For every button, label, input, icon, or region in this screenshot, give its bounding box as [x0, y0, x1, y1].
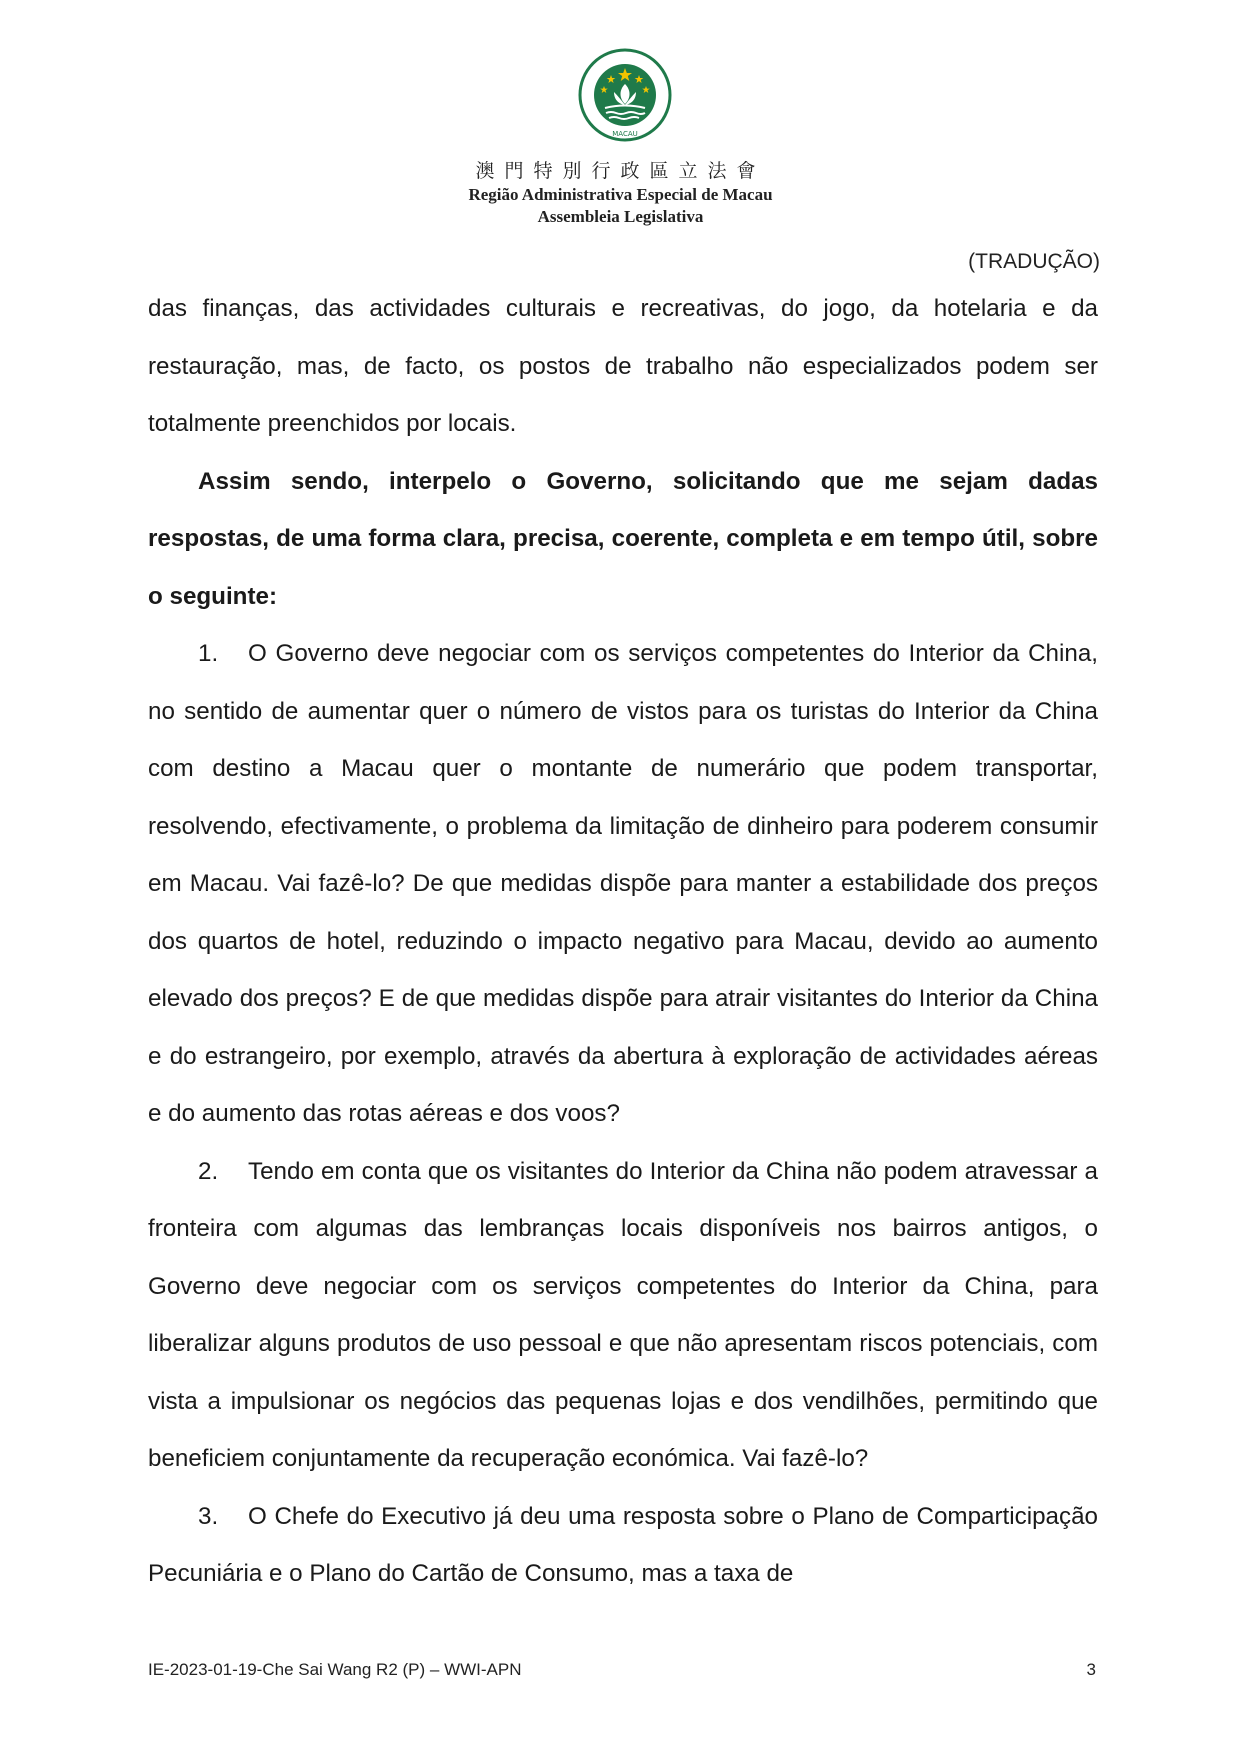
region-title-portuguese: Região Administrativa Especial de Macau [468, 185, 773, 204]
macau-emblem-icon [578, 48, 672, 142]
footer-document-reference: IE-2023-01-19-Che Sai Wang R2 (P) – WWI-APN [148, 1660, 522, 1679]
question-item-1 [148, 625, 1098, 1143]
document-body [148, 280, 1098, 1603]
question-item-2 [148, 1143, 1098, 1488]
question-text-3: O Chefe do Executivo já deu uma resposta sobre o Plano de Comparticipação Pecuniária e o Plano do Cartão de Consumo, mas a taxa de [148, 1502, 1098, 1587]
question-number-1: 1. [198, 640, 219, 667]
paragraph-continuation: das finanças, das actividades culturais e recreativas, do jogo, da hotelaria e da restauração, mas, de facto, os postos de trabalho não especializados podem ser totalmente preenchidos por locais. [148, 295, 1098, 437]
question-text-1: O Governo deve negociar com os serviços competentes do Interior da China, no sentido de aumentar quer o número de vistos para os turistas do Interior da China com destino a Macau quer o montante de numerário que podem transportar, resolvendo, efectivamente, o problema da limitação de dinheiro para poderem consumir em Macau. Vai fazê-lo? De que medidas dispõe para manter a estabilidade dos preços dos quartos de hotel, reduzindo o impacto negativo para Macau, devido ao aumento elevado dos preços? E de que medidas dispõe para atrair visitantes do Interior da China e do estrangeiro, por exemplo, através da abertura à exploração de actividades aéreas e do aumento das rotas aéreas e dos voos? [148, 640, 1098, 1127]
translation-tag: (TRADUÇÃO) [968, 250, 1100, 273]
footer-page-number: 3 [1086, 1660, 1096, 1679]
question-number-2: 2. [198, 1157, 219, 1185]
question-number-3: 3. [198, 1502, 219, 1530]
paragraph-interpellation: Assim sendo, interpelo o Governo, solicitando que me sejam dadas respostas, de uma forma clara, precisa, coerente, completa e em tempo útil, sobre o seguinte: [148, 467, 1098, 610]
legislative-assembly-chinese-title: 澳門特別行政區立法會 [475, 160, 766, 182]
question-text-2: Tendo em conta que os visitantes do Interior da China não podem atravessar a fronteira com algumas das lembranças locais disponíveis nos bairros antigos, o Governo deve negociar com os serviços competentes do Interior da China, para liberalizar alguns produtos de uso pessoal e que não apresentam riscos potenciais, com vista a impulsionar os negócios das pequenas lojas e dos vendilhões, permitindo que beneficiem conjuntamente da recuperação económica. Vai fazê-lo? [148, 1157, 1098, 1472]
svg-text:MACAU: MACAU [612, 130, 638, 138]
assembly-title-portuguese: Assembleia Legislativa [537, 207, 704, 226]
question-item-3 [148, 1488, 1098, 1603]
